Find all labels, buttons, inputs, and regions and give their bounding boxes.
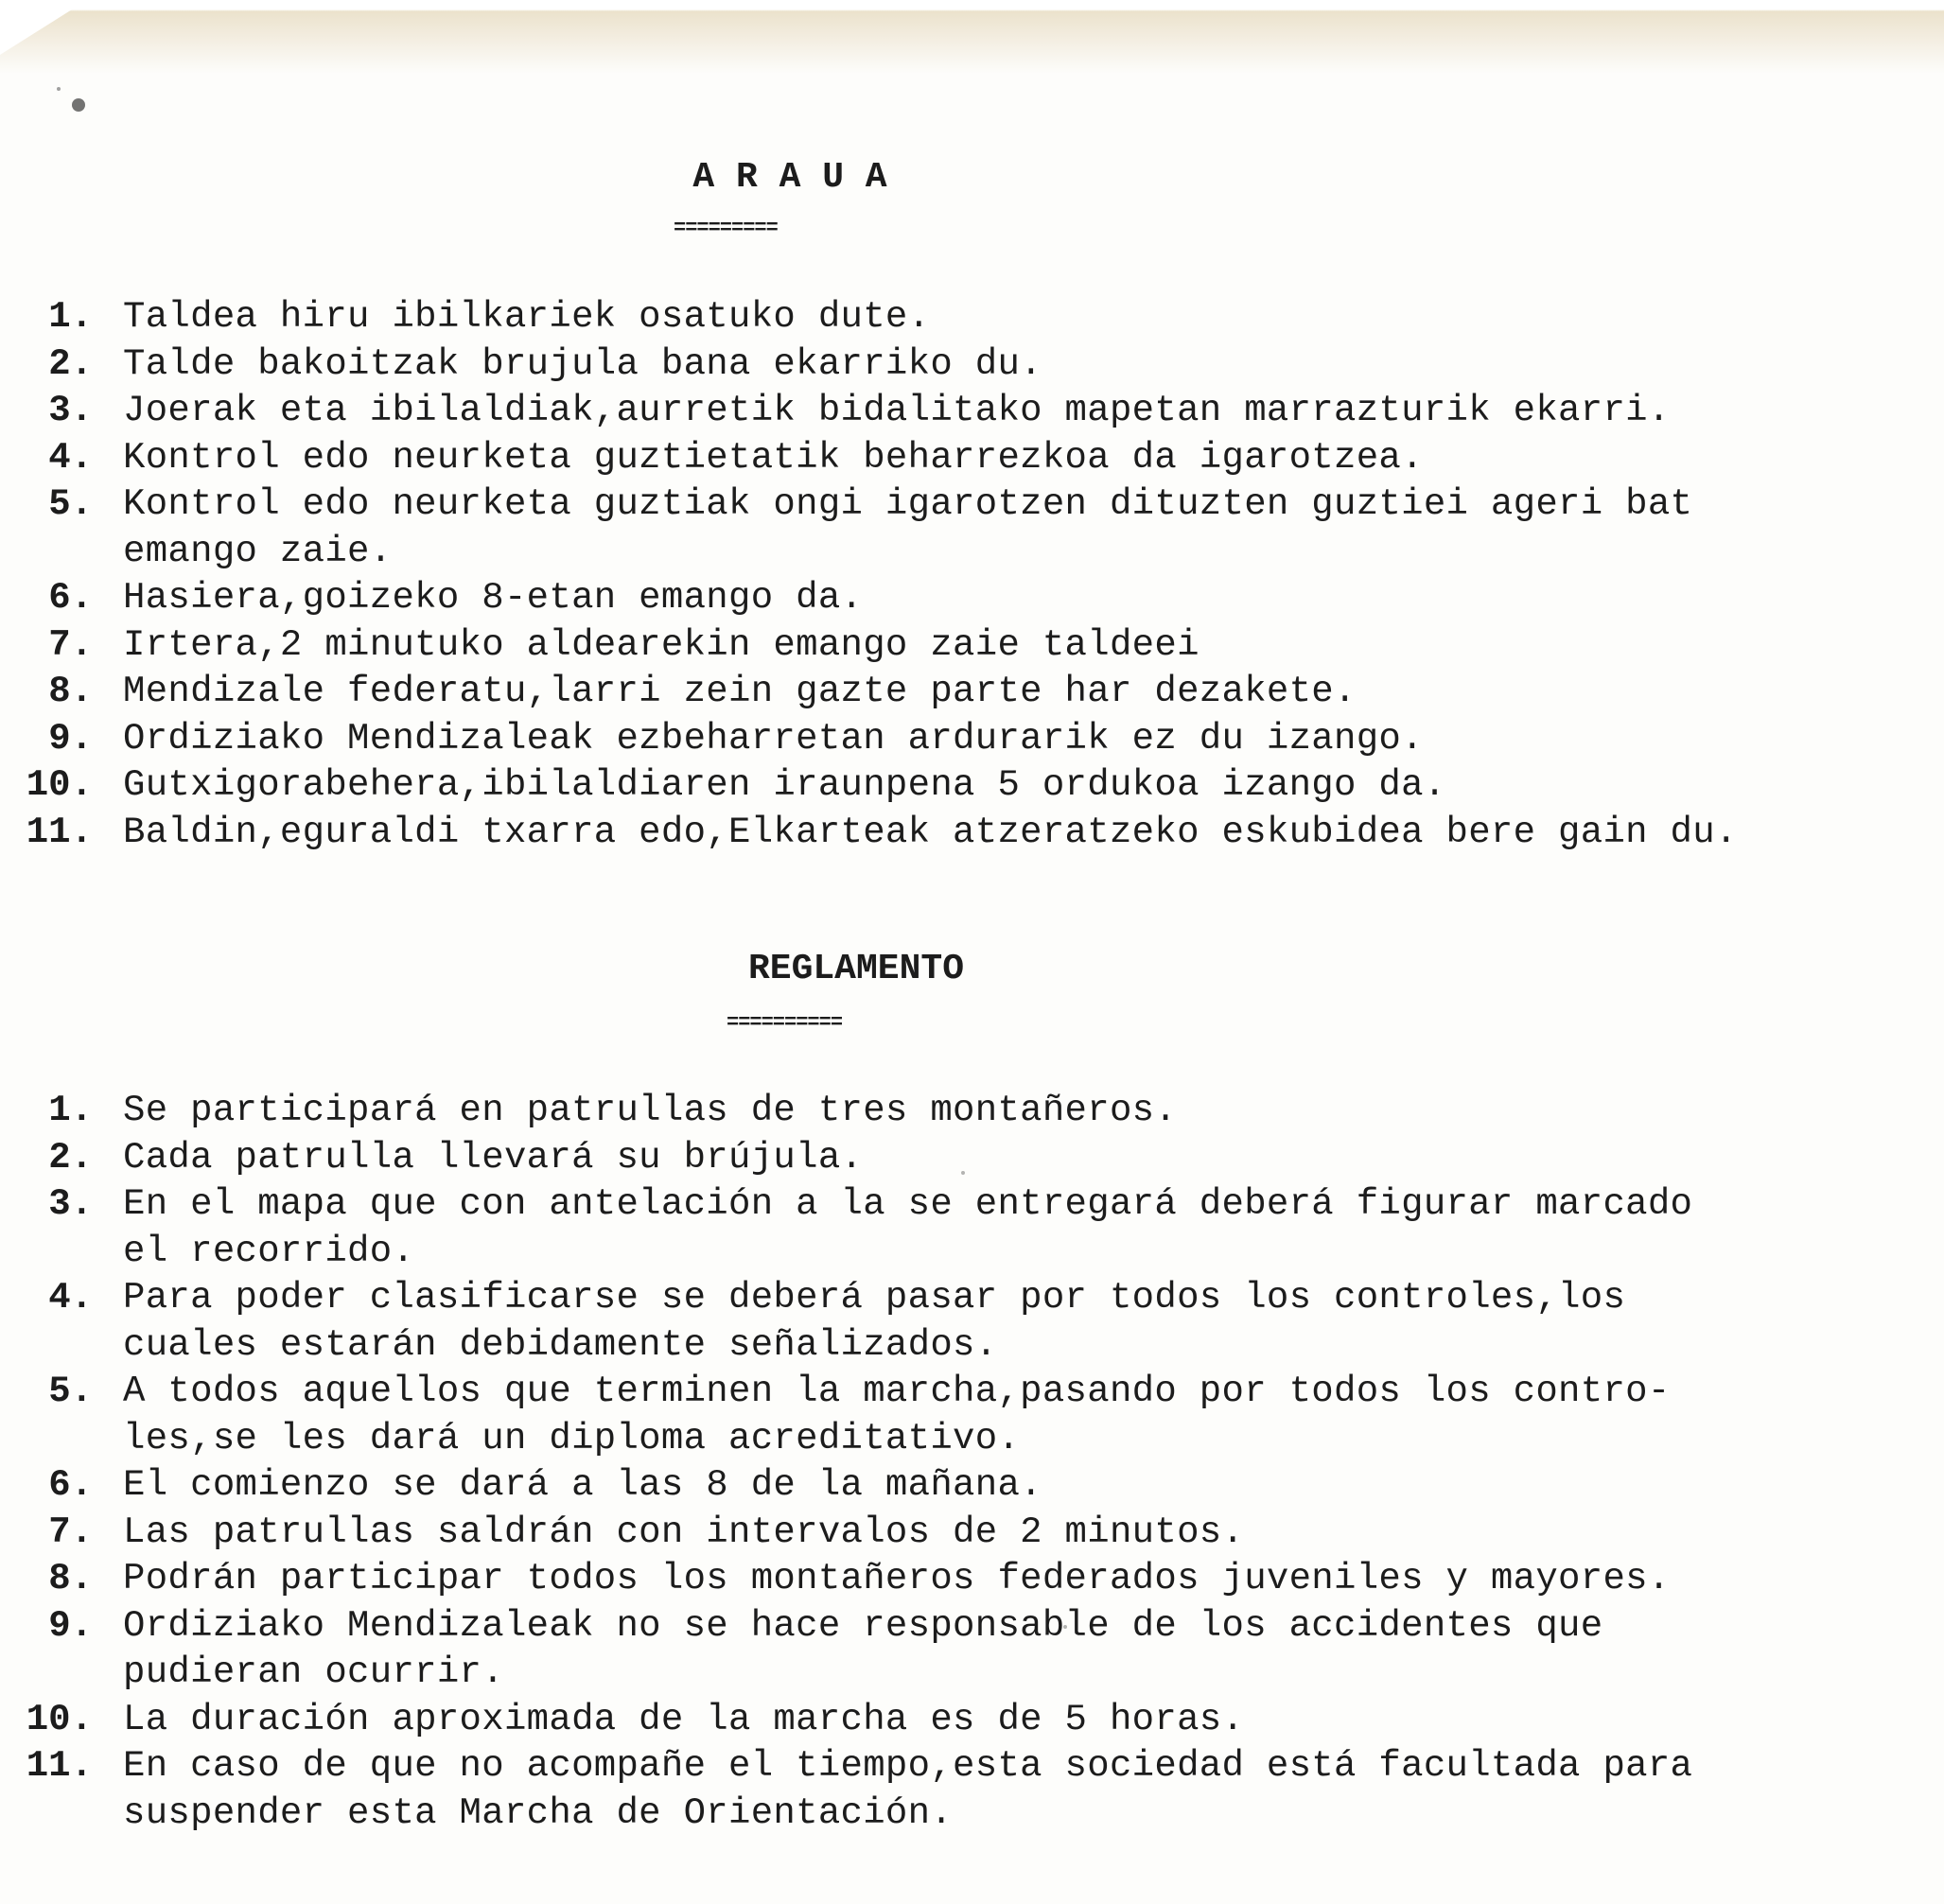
reglamento-item-text: En el mapa que con antelación a la se entregará deberá figurar marcado <box>123 1183 1693 1225</box>
reglamento-item-text-continued: cuales estarán debidamente señalizados. <box>123 1323 998 1366</box>
reglamento-item-number: 8. <box>48 1558 93 1599</box>
reglamento-item-number: 10. <box>26 1698 93 1740</box>
folded-corner <box>0 0 87 55</box>
arau-item-number: 6. <box>48 577 93 619</box>
arau-item-number: 1. <box>48 296 93 338</box>
reglamento-item-10 <box>0 1697 1944 1744</box>
reglamento-item-9 <box>0 1603 1944 1697</box>
reglamento-title: REGLAMENTO <box>747 949 965 989</box>
reglamento-item-number: 7. <box>48 1511 93 1553</box>
arau-item-4 <box>0 435 1944 482</box>
arau-item-2 <box>0 341 1944 389</box>
reglamento-item-text: En caso de que no acompañe el tiempo,esta sociedad está facultada para <box>123 1745 1693 1787</box>
arau-item-text: Ordiziako Mendizaleak ezbeharretan ardurarik ez du izango. <box>123 717 1424 760</box>
arau-item-8 <box>0 669 1944 716</box>
arau-item-6 <box>0 575 1944 622</box>
arau-item-text: Kontrol edo neurketa guztietatik beharrezkoa da igarotzea. <box>123 436 1424 479</box>
arau-item-10 <box>0 762 1944 810</box>
reglamento-item-text: Para poder clasificarse se deberá pasar por todos los controles,los <box>123 1277 1626 1319</box>
reglamento-item-text: Cada patrulla llevará su brújula. <box>123 1136 864 1179</box>
arau-item-5 <box>0 481 1944 575</box>
arau-item-number: 7. <box>48 623 93 666</box>
reglamento-item-7 <box>0 1510 1944 1557</box>
arau-item-number: 4. <box>48 436 93 479</box>
reglamento-item-text: Las patrullas saldrán con intervalos de 2 minutos. <box>123 1511 1245 1553</box>
arau-item-7 <box>0 622 1944 670</box>
reglamento-item-number: 9. <box>48 1604 93 1647</box>
arau-item-text: Baldin,eguraldi txarra edo,Elkarteak atzeratzeko eskubidea bere gain du. <box>123 811 1738 853</box>
arau-item-text: Gutxigorabehera,ibilaldiaren iraunpena 5 ordukoa izango da. <box>123 764 1446 806</box>
reglamento-item-text: El comienzo se dará a las 8 de la mañana. <box>123 1464 1042 1506</box>
arau-title: A R A U A <box>692 157 887 198</box>
paper-edge-shadow <box>0 0 1944 74</box>
arau-item-text: Kontrol edo neurketa guztiak ongi igarotzen dituzten guztiei ageri bat <box>123 483 1693 525</box>
reglamento-item-2 <box>0 1135 1944 1182</box>
reglamento-item-text: La duración aproximada de la marcha es de 5 horas. <box>123 1698 1245 1740</box>
arau-item-text: Irtera,2 minutuko aldearekin emango zaie taldeei <box>123 623 1200 666</box>
reglamento-item-6 <box>0 1462 1944 1510</box>
reglamento-item-1 <box>0 1088 1944 1135</box>
arau-item-text: Talde bakoitzak brujula bana ekarriko du. <box>123 342 1042 385</box>
reglamento-title-underline: ========== <box>727 1011 843 1035</box>
reglamento-item-text: Ordiziako Mendizaleak no se hace responsable de los accidentes que <box>123 1604 1603 1647</box>
reglamento-item-number: 2. <box>48 1136 93 1179</box>
reglamento-item-text-continued: suspender esta Marcha de Orientación. <box>123 1791 954 1834</box>
reglamento-item-4 <box>0 1275 1944 1369</box>
reglamento-item-number: 6. <box>48 1464 93 1506</box>
arau-title-underline: ========= <box>674 217 778 240</box>
arau-item-9 <box>0 716 1944 763</box>
reglamento-item-number: 11. <box>26 1745 93 1787</box>
reglamento-item-number: 4. <box>48 1277 93 1319</box>
reglamento-item-text: A todos aquellos que terminen la marcha,pasando por todos los contro- <box>123 1371 1671 1412</box>
reglamento-item-8 <box>0 1556 1944 1603</box>
arau-item-text: Taldea hiru ibilkariek osatuko dute. <box>123 296 931 338</box>
reglamento-item-text-continued: pudieran ocurrir. <box>123 1651 504 1693</box>
arau-item-number: 2. <box>48 342 93 385</box>
ink-speck <box>72 98 85 112</box>
arau-item-text: Joerak eta ibilaldiak,aurretik bidalitako mapetan marrazturik ekarri. <box>123 390 1671 431</box>
arau-list <box>0 294 1944 856</box>
arau-item-number: 3. <box>48 390 93 431</box>
reglamento-item-11 <box>0 1743 1944 1837</box>
reglamento-item-number: 3. <box>48 1183 93 1225</box>
arau-item-number: 5. <box>48 483 93 525</box>
reglamento-item-text-continued: les,se les dará un diploma acreditativo. <box>123 1417 1021 1459</box>
arau-item-text: Mendizale federatu,larri zein gazte parte har dezakete. <box>123 671 1357 712</box>
ink-speck <box>57 87 61 91</box>
arau-item-number: 11. <box>26 811 93 853</box>
reglamento-item-number: 1. <box>48 1090 93 1131</box>
reglamento-list <box>0 1088 1944 1837</box>
arau-item-number: 8. <box>48 671 93 712</box>
reglamento-item-number: 5. <box>48 1371 93 1412</box>
arau-item-text: Hasiera,goizeko 8-etan emango da. <box>123 577 864 619</box>
arau-item-1 <box>0 294 1944 341</box>
arau-item-number: 10. <box>26 764 93 806</box>
reglamento-item-text: Podrán participar todos los montañeros federados juveniles y mayores. <box>123 1558 1671 1599</box>
arau-item-11 <box>0 810 1944 857</box>
reglamento-item-text: Se participará en patrullas de tres montañeros. <box>123 1090 1178 1131</box>
reglamento-item-5 <box>0 1369 1944 1462</box>
reglamento-item-text-continued: el recorrido. <box>123 1230 415 1272</box>
arau-item-text-continued: emango zaie. <box>123 530 393 572</box>
arau-item-3 <box>0 388 1944 435</box>
reglamento-item-3 <box>0 1181 1944 1275</box>
arau-item-number: 9. <box>48 717 93 760</box>
